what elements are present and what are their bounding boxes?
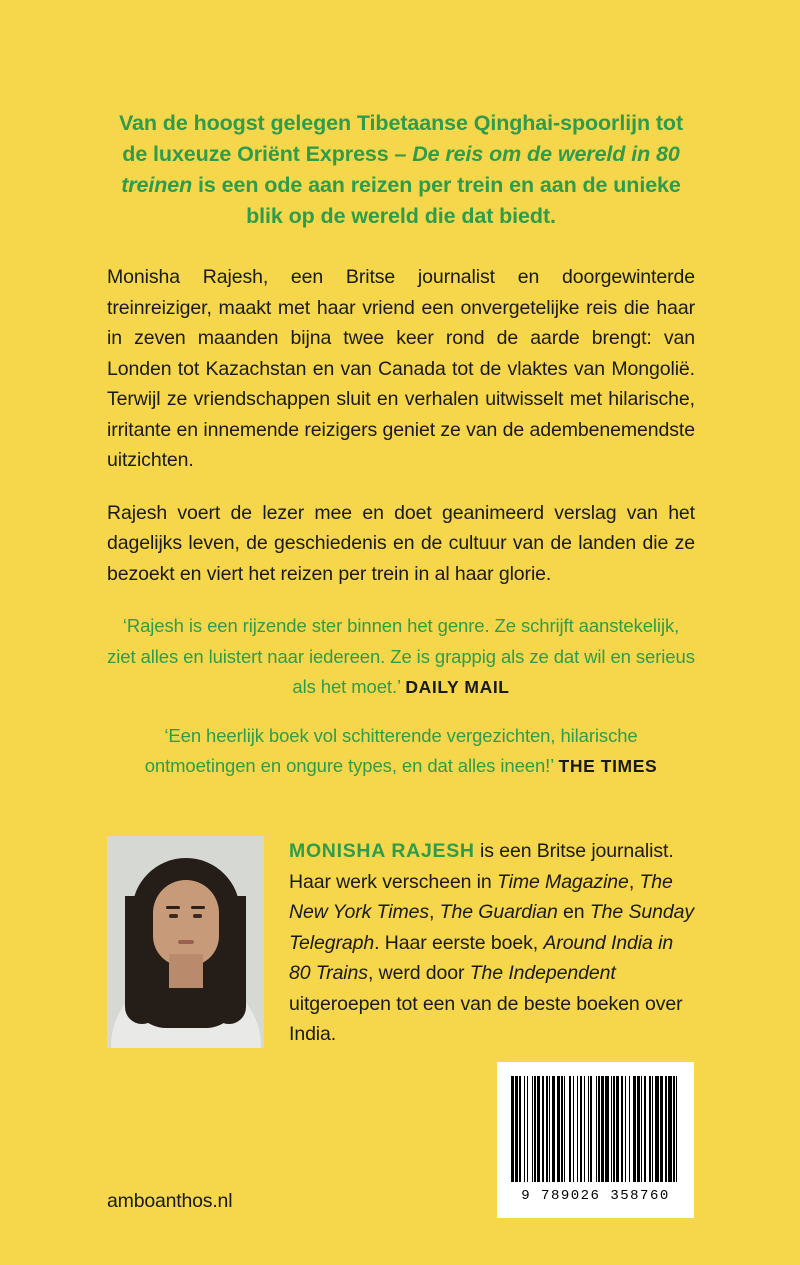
author-sep-1: , xyxy=(628,870,640,893)
headline-book-title: De reis om de wereld in 80 treinen xyxy=(121,142,680,197)
author-photo xyxy=(107,836,264,1048)
author-magazine-3: The Guardian xyxy=(439,901,558,923)
author-magazine-1: Time Magazine xyxy=(496,870,629,893)
author-magazine-4: The Sunday Telegraph xyxy=(289,901,695,954)
review-quote-1 xyxy=(107,611,695,703)
author-bio-part1: is een Britse journalist. Haar werk verscheen in xyxy=(289,840,674,893)
barcode-number: 9 789026 358760 xyxy=(521,1188,670,1204)
author-name: MONISHA RAJESH xyxy=(289,840,475,862)
author-previous-book: Around India in 80 Trains xyxy=(289,931,674,984)
review-quote-2-source: THE TIMES xyxy=(558,756,658,776)
author-bio xyxy=(264,836,697,1050)
cover-text-block xyxy=(107,108,695,800)
review-quote-1-text: ‘Rajesh is een rijzende ster binnen het genre. Ze schrijft aanstekelijk, ziet alles en luistert naar iedereen. Ze is grappig als ze dat wil en serieus als het moet.’ xyxy=(107,615,695,697)
author-sep-2: , xyxy=(429,901,440,923)
author-block xyxy=(107,836,697,1050)
headline xyxy=(107,108,695,232)
author-bio-part4: uitgeroepen tot een van de beste boeken over India. xyxy=(289,992,683,1045)
blurb-paragraph-1: Monisha Rajesh, een Britse journalist en doorgewinterde treinreiziger, maakt met haar vriend een onvergetelijke reis die haar in zeven maanden bijna twee keer rond de aarde brengt: van Londen tot Kazachstan en van Canada tot de vlaktes van Mongolië. Terwijl ze vriendschappen sluit en verhalen uitwisselt met hilarische, irritante en innemende reizigers geniet ze van de adembenemendste uitzichten. xyxy=(107,266,695,471)
publisher-website: amboanthos.nl xyxy=(107,1190,233,1212)
author-newspaper: The Independent xyxy=(469,962,616,984)
review-quote-1-source: DAILY MAIL xyxy=(405,677,510,697)
barcode-bars xyxy=(511,1076,680,1182)
barcode xyxy=(497,1062,694,1218)
review-quote-2-text: ‘Een heerlijk boek vol schitterende vergezichten, hilarische ontmoetingen en ongure types, en dat alles ineen!’ xyxy=(144,724,638,776)
author-sep-3: en xyxy=(557,901,590,923)
blurb-paragraph-2: Rajesh voert de lezer mee en doet geanimeerd verslag van het dagelijks leven, de geschiedenis en de cultuur van de landen die ze bezoekt en viert het reizen per trein in al haar glorie. xyxy=(107,501,695,585)
author-bio-part3: , werd door xyxy=(367,962,470,984)
headline-part1: Van de hoogst gelegen Tibetaanse Qinghai-spoorlijn tot de luxeuze Oriënt Express – xyxy=(118,111,683,166)
review-quotes xyxy=(107,611,695,782)
review-quote-2 xyxy=(107,721,695,782)
author-magazine-2: The New York Times xyxy=(289,870,673,923)
headline-part2: is een ode aan reizen per trein en aan de unieke blik op de wereld die dat biedt. xyxy=(192,173,681,228)
author-bio-part2: . Haar eerste boek, xyxy=(374,931,544,954)
